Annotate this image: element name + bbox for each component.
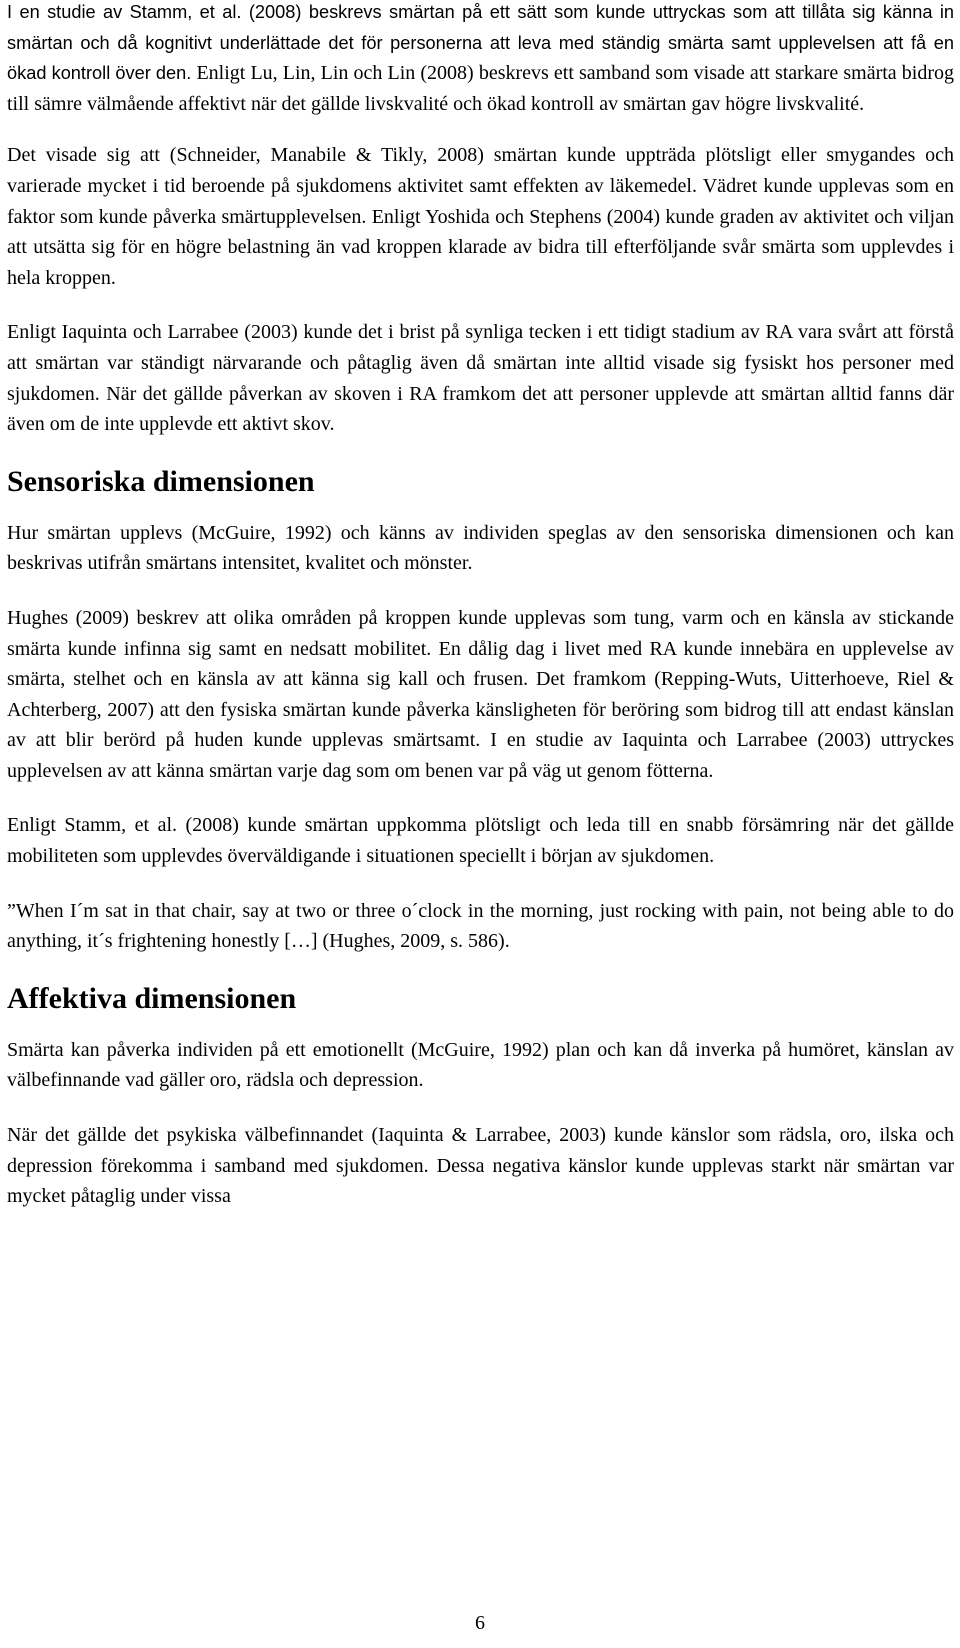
- paragraph-mcguire-sensory: Hur smärtan upplevs (McGuire, 1992) och känns av individen speglas av den sensoriska dimensionen och kan beskrivas utifrån smärtans intensitet, kvalitet och mönster.: [7, 521, 954, 575]
- paragraph-hughes: Hughes (2009) beskrev att olika områden på kroppen kunde upplevas som tung, varm och en känsla av stickande smärta kunde infinna sig samt en nedsatt mobilitet. En dålig dag i livet med RA kunde innebära en upplevelse av smärta, stelhet och en känsla av att känna sig kall och frusen. Det framkom (Repping-Wuts, Uitterhoeve, Riel & Achterberg, 2007) att den fysiska smärtan kunde påverka känsligheten för beröring som bidrog till att endast känslan av att blir berörd på huden kunde upplevas smärtsamt. I en studie av Iaquinta och Larrabee (2003) uttryckes upplevelsen av att känna smärtan varje dag som om benen var på väg ut genom fötterna.: [7, 606, 954, 782]
- paragraph-stamm-lu-sans-text: I en studie av Stamm, et al. (2008) beskrevs smärtan på ett sätt som kunde uttryckas som att tillåta sig känna in smärtan och då kognitivt underlättade det för personerna att leva med ständig smärta samt upplevelsen att få en ökad kontroll över den.: [7, 2, 954, 84]
- paragraph-schneider: Det visade sig att (Schneider, Manabile & Tikly, 2008) smärtan kunde uppträda plötsligt eller smygandes och varierade mycket i tid beroende på sjukdomens aktivitet samt effekten av läkemedel. Vädret kunde upplevas som en faktor som kunde påverka smärtupplevelsen. Enligt Yoshida och Stephens (2004) kunde graden av aktivitet och viljan att utsätta sig för en högre belastning än vad kroppen klarade av bidra till efterföljande svår smärta som upplevdes i hela kroppen.: [7, 144, 954, 289]
- heading-affektiva-dimensionen: Affektiva dimensionen: [7, 981, 297, 1015]
- paragraph-stamm-lu: [7, 0, 954, 119]
- page-number: 6: [475, 1612, 485, 1634]
- page-body: [7, 0, 954, 1236]
- paragraph-stamm-lu-serif-text: Enligt Lu, Lin, Lin och Lin (2008) beskrevs ett samband som visade att starkare smärta bidrog till sämre välmående affektivt när det gällde livskvalité och ökad kontroll av smärtan gav högre livskvalité.: [7, 62, 954, 115]
- paragraph-psykiska: När det gällde det psykiska välbefinnandet (Iaquinta & Larrabee, 2003) kunde känslor som rädsla, oro, ilska och depression förekomma i samband med sjukdomen. Dessa negativa känslor kunde upplevas starkt när smärtan var mycket påtaglig under vissa: [7, 1124, 954, 1208]
- paragraph-stamm-mobility: Enligt Stamm, et al. (2008) kunde smärtan uppkomma plötsligt och leda till en snabb försämring när det gällde mobiliteten som upplevdes överväldigande i situationen speciellt i början av sjukdomen.: [7, 814, 954, 868]
- paragraph-iaquinta: Enligt Iaquinta och Larrabee (2003) kunde det i brist på synliga tecken i ett tidigt stadium av RA vara svårt att förstå att smärtan var ständigt närvarande och påtaglig även då smärtan inte alltid visade sig fysiskt hos personer med sjukdomen. När det gällde påverkan av skoven i RA framkom det att personer upplevde att smärtan alltid fanns där även om de inte upplevde ett aktivt skov.: [7, 321, 954, 436]
- heading-sensoriska-dimensionen: Sensoriska dimensionen: [7, 464, 315, 498]
- paragraph-mcguire-affective: Smärta kan påverka individen på ett emotionellt (McGuire, 1992) plan och kan då inverka på humöret, känslan av välbefinnande vad gäller oro, rädsla och depression.: [7, 1038, 954, 1092]
- quote-hughes: ”When I´m sat in that chair, say at two or three o´clock in the morning, just rocking with pain, not being able to do anything, it´s frightening honestly […] (Hughes, 2009, s. 586).: [7, 899, 954, 953]
